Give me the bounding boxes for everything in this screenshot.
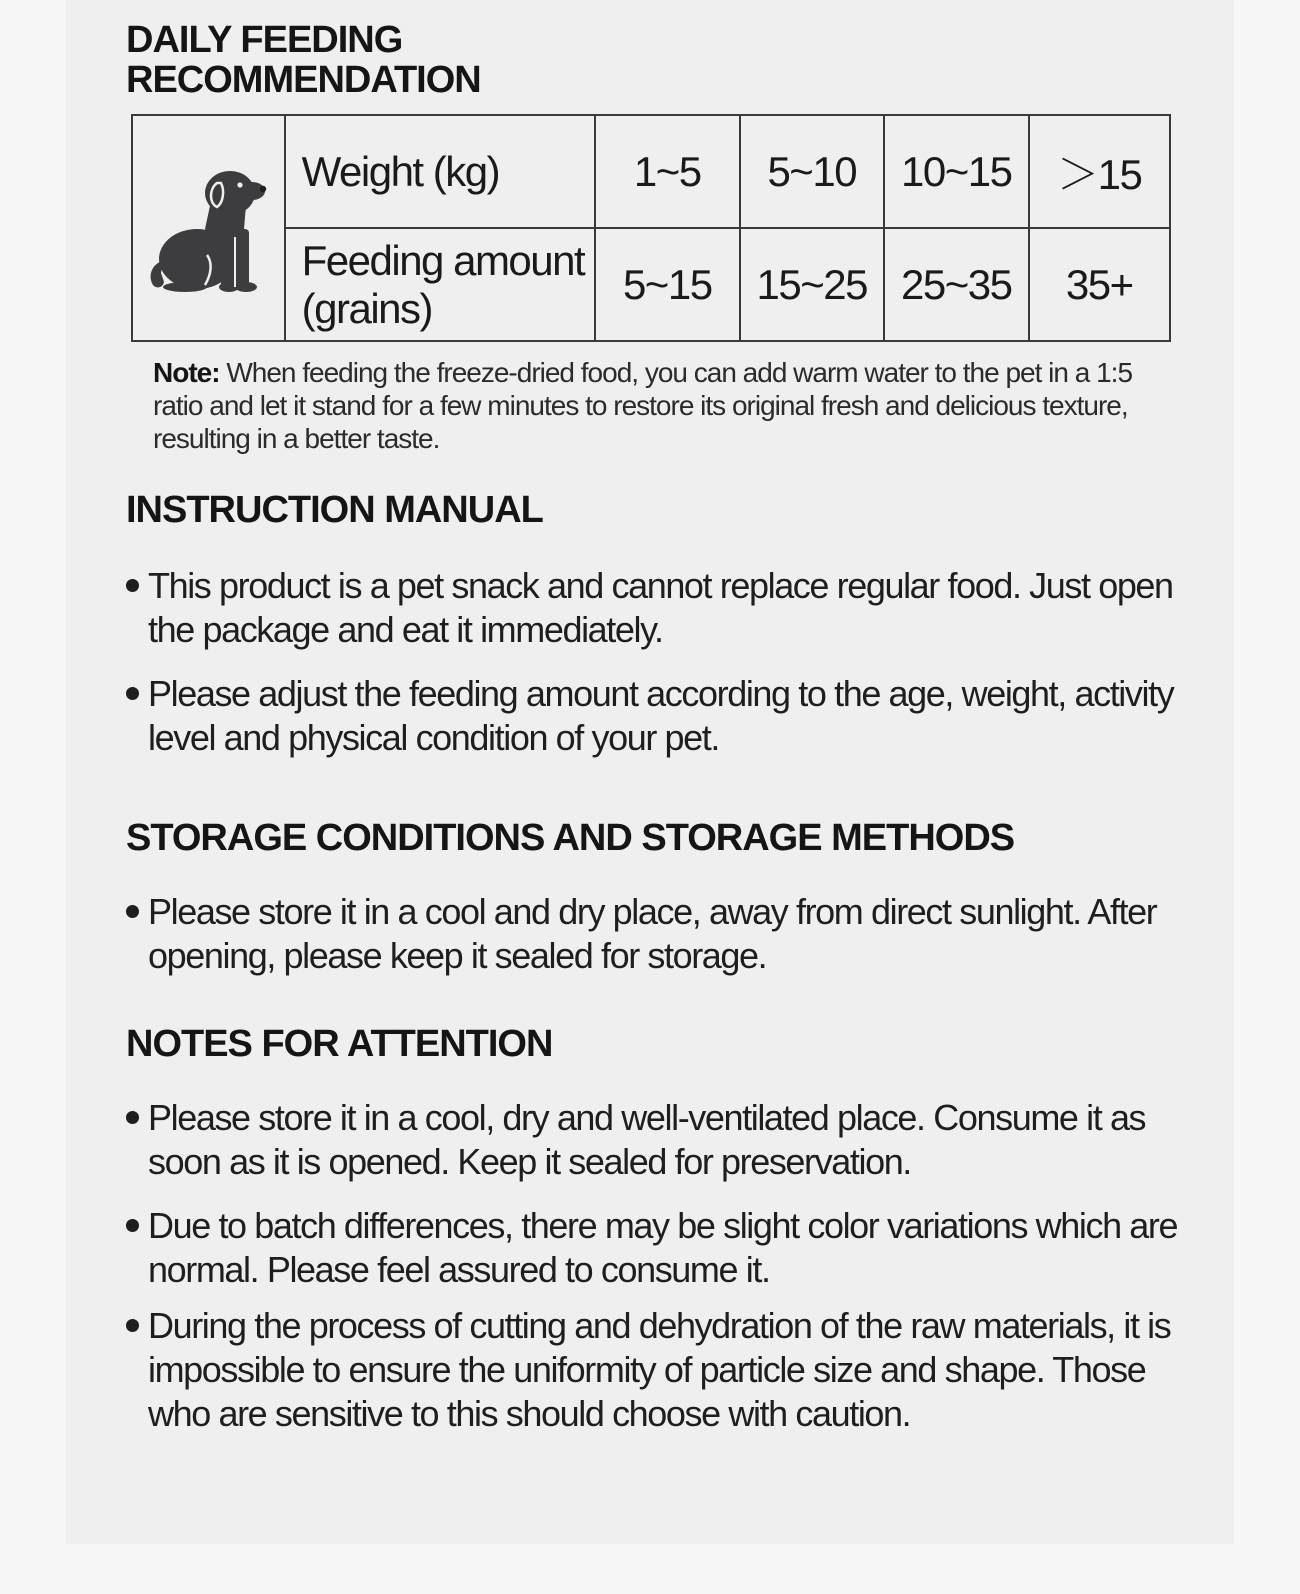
weight-value: 5~10: [740, 115, 885, 228]
puppy-icon-cell: [132, 115, 285, 341]
feeding-title: [126, 20, 481, 100]
feeding-amount-value: 25~35: [884, 228, 1029, 341]
list-item-text: During the process of cutting and dehydration of the raw materials, it is impossible to ensure the uniformity of particle size and shape. Those who are sensitive to this should choose with caution.: [148, 1305, 1171, 1434]
bullet-icon: [126, 1111, 139, 1124]
weight-value: 10~15: [884, 115, 1029, 228]
bullet-icon: [126, 579, 139, 592]
bullet-icon: [126, 687, 139, 700]
note-label: Note:: [153, 357, 220, 388]
list-item: [126, 1204, 1186, 1292]
storage-list: [126, 890, 1186, 978]
list-item-text: Please store it in a cool, dry and well-ventilated place. Consume it as soon as it is opened. Keep it sealed for preservation.: [148, 1097, 1146, 1182]
puppy-icon: [147, 163, 269, 293]
bullet-icon: [126, 1319, 139, 1332]
instruction-list: [126, 564, 1186, 760]
list-item: [126, 564, 1186, 652]
feeding-amount-value: 35+: [1029, 228, 1170, 341]
feeding-amount-label-line2: (grains): [301, 284, 433, 332]
storage-title: STORAGE CONDITIONS AND STORAGE METHODS: [126, 817, 1015, 859]
weight-value: ＞15: [1029, 115, 1170, 228]
feeding-amount-label-line1: Feeding amount: [301, 236, 585, 284]
bullet-icon: [126, 1219, 139, 1232]
list-item-text: This product is a pet snack and cannot replace regular food. Just open the package and eat it immediately.: [148, 565, 1173, 650]
list-item: [126, 1096, 1186, 1184]
weight-value: 1~5: [595, 115, 740, 228]
note-text: When feeding the freeze-dried food, you can add warm water to the pet in a 1:5 ratio and let it stand for a few minutes to restore its original fresh and delicious texture, resulting in a better taste.: [153, 357, 1133, 454]
weight-row: [132, 115, 1170, 228]
feeding-amount-value: 5~15: [595, 228, 740, 341]
feeding-amount-row: [132, 228, 1170, 341]
feeding-amount-label: [285, 228, 595, 341]
list-item-text: Due to batch differences, there may be slight color variations which are normal. Please feel assured to consume it.: [148, 1205, 1178, 1290]
list-item: [126, 1304, 1186, 1436]
feeding-note: [153, 356, 1153, 455]
list-item-text: Please adjust the feeding amount according to the age, weight, activity level and physical condition of your pet.: [148, 673, 1174, 758]
list-item: [126, 890, 1186, 978]
list-item-text: Please store it in a cool and dry place, away from direct sunlight. After opening, please keep it sealed for storage.: [148, 891, 1157, 976]
feeding-table: [131, 114, 1171, 342]
feeding-amount-value: 15~25: [740, 228, 885, 341]
weight-label: Weight (kg): [285, 115, 595, 228]
attention-title: NOTES FOR ATTENTION: [126, 1023, 553, 1065]
attention-list: [126, 1096, 1186, 1436]
bullet-icon: [126, 905, 139, 918]
instruction-title: INSTRUCTION MANUAL: [126, 489, 543, 531]
list-item: [126, 672, 1186, 760]
feeding-title-line1: DAILY FEEDING: [126, 19, 403, 61]
feeding-title-line2: RECOMMENDATION: [126, 59, 481, 101]
